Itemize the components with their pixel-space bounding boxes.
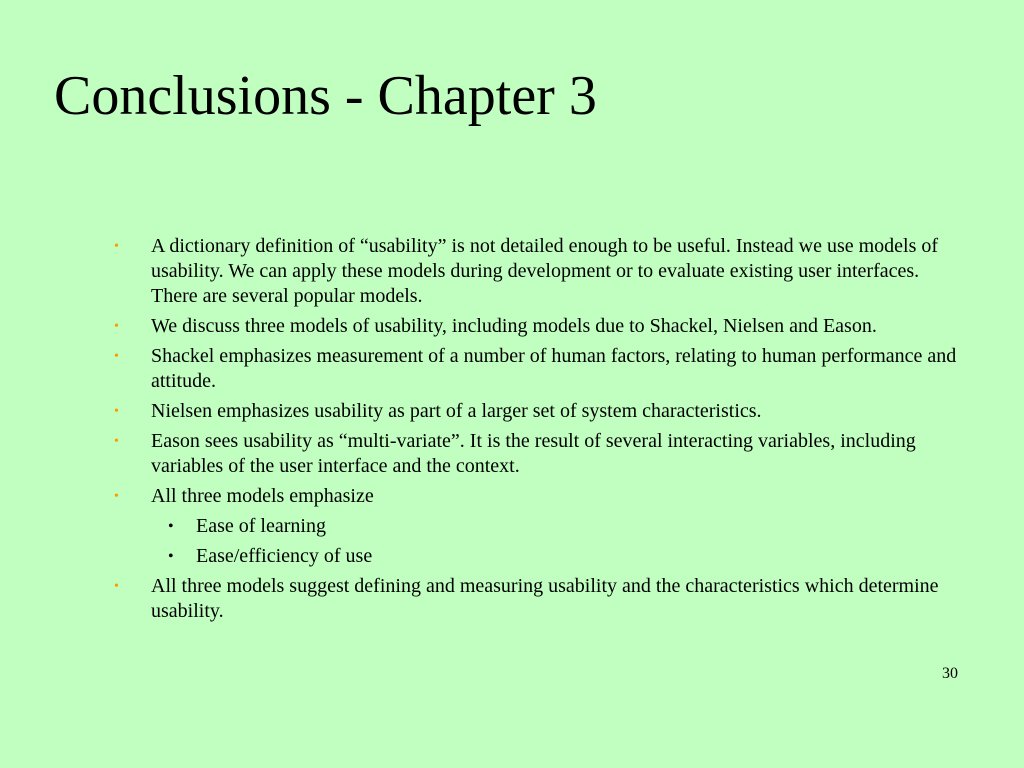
sub-bullet-text: Ease of learning bbox=[196, 515, 326, 537]
bullet-item bbox=[106, 344, 968, 394]
bullet-text: Nielsen emphasizes usability as part of a larger set of system characteristics. bbox=[151, 400, 762, 422]
bullet-item bbox=[106, 429, 968, 479]
sub-bullet-item bbox=[151, 514, 968, 539]
page-number: 30 bbox=[942, 665, 958, 682]
sub-bullet-item bbox=[151, 544, 968, 569]
bullet-text: Shackel emphasizes measurement of a number of human factors, relating to human performance and attitude. bbox=[151, 345, 957, 392]
bullet-item bbox=[106, 484, 968, 569]
bullet-item bbox=[106, 574, 968, 624]
bullet-item bbox=[106, 399, 968, 424]
sub-bullet-text: Ease/efficiency of use bbox=[196, 545, 373, 567]
bullet-text: All three models suggest defining and measuring usability and the characteristics which determine usability. bbox=[151, 575, 939, 622]
bullet-icon: • bbox=[114, 349, 119, 364]
bullet-text: All three models emphasize bbox=[151, 485, 374, 507]
bullet-text: We discuss three models of usability, including models due to Shackel, Nielsen and Eason. bbox=[151, 315, 877, 337]
slide-title: Conclusions - Chapter 3 bbox=[54, 65, 597, 127]
bullet-icon: • bbox=[114, 434, 119, 449]
bullet-icon: • bbox=[114, 579, 119, 594]
bullet-icon: • bbox=[114, 489, 119, 504]
sub-bullet-list bbox=[151, 514, 968, 569]
sub-bullet-icon: • bbox=[168, 518, 174, 535]
bullet-text: A dictionary definition of “usability” is not detailed enough to be useful. Instead we use models of usability. We can apply these models during development or to evaluate existing user interfaces. There are several popular models. bbox=[151, 235, 939, 307]
bullet-text: Eason sees usability as “multi-variate”. It is the result of several interacting variables, including variables of the user interface and the context. bbox=[151, 430, 916, 477]
bullet-list bbox=[106, 234, 968, 629]
bullet-icon: • bbox=[114, 239, 119, 254]
bullet-item bbox=[106, 234, 968, 309]
bullet-item bbox=[106, 314, 968, 339]
bullet-icon: • bbox=[114, 404, 119, 419]
bullet-icon: • bbox=[114, 319, 119, 334]
sub-bullet-icon: • bbox=[168, 548, 174, 565]
